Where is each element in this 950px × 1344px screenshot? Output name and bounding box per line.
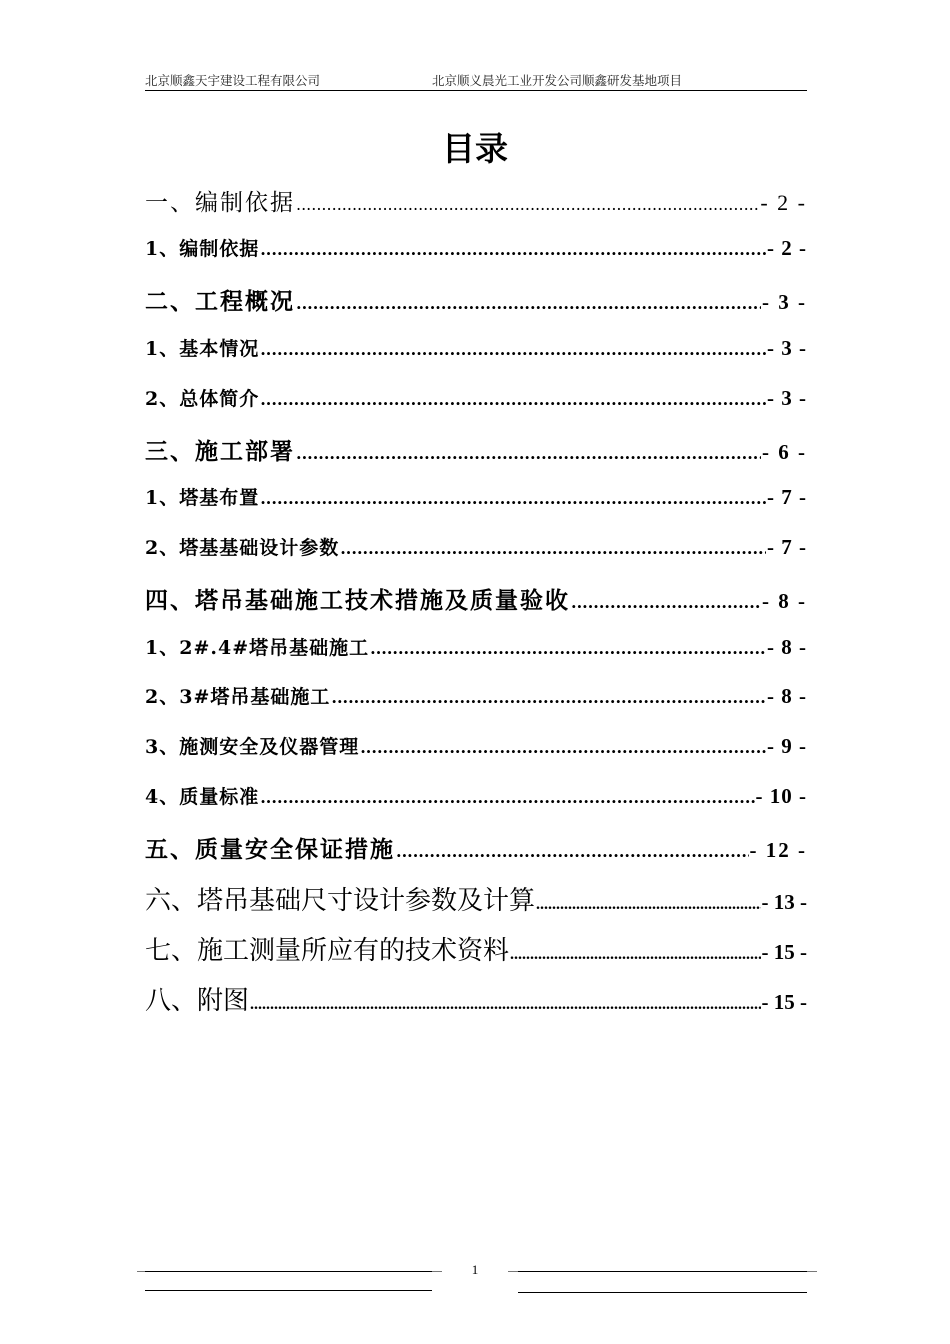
toc-entry-page: - 2 - <box>760 190 807 215</box>
toc-entry-label: 五、质量安全保证措施 <box>145 836 395 863</box>
toc-leader <box>296 294 761 313</box>
toc-leader <box>536 896 760 914</box>
toc-entry-page: - 3 - <box>767 386 807 410</box>
toc-leader <box>296 195 759 214</box>
toc-entry-label: 1、2#.4#塔吊基础施工 <box>145 637 370 659</box>
toc-entry[interactable] <box>145 880 807 930</box>
toc-leader <box>571 593 761 612</box>
toc-entry-page: - 3 - <box>762 290 807 314</box>
toc-entry-label: 1、塔基布置 <box>145 487 260 509</box>
toc-entry-page: - 8 - <box>767 635 807 659</box>
toc-entry[interactable] <box>145 980 807 1030</box>
toc-entry-label: 七、施工测量所应有的技术资料 <box>145 936 510 966</box>
footer-rule-right-bottom <box>518 1292 807 1293</box>
toc-entry-page: - 12 - <box>749 838 807 862</box>
toc-entry-page: - 6 - <box>762 440 807 464</box>
toc-leader <box>510 946 760 964</box>
toc-leader <box>260 788 754 807</box>
toc-leader <box>260 340 766 359</box>
toc-entry[interactable] <box>145 582 807 632</box>
toc-entry-label: 六、塔吊基础尺寸设计参数及计算 <box>145 886 536 916</box>
toc-leader <box>396 842 749 861</box>
toc-entry-page: - 2 - <box>767 236 807 260</box>
toc-entry-label: 1、基本情况 <box>145 338 260 360</box>
toc-leader <box>370 639 766 658</box>
toc-entry[interactable] <box>145 184 807 234</box>
toc-leader <box>360 738 766 757</box>
toc-entry-page: - 8 - <box>767 684 807 708</box>
toc-entry[interactable] <box>145 234 807 284</box>
toc-entry-label: 3、施测安全及仪器管理 <box>145 736 360 758</box>
toc-entry-page: - 15 - <box>761 990 807 1014</box>
toc-entry-label: 2、总体简介 <box>145 388 260 410</box>
toc-entry-label: 一、编制依据 <box>145 190 295 216</box>
toc-entry[interactable] <box>145 930 807 980</box>
toc-entry[interactable] <box>145 831 807 881</box>
toc-leader <box>260 390 766 409</box>
toc-entry-label: 二、工程概况 <box>145 288 295 315</box>
toc-leader <box>340 539 766 558</box>
toc-leader <box>331 688 766 707</box>
toc-entry-label: 八、附图 <box>145 986 250 1016</box>
toc-entry[interactable] <box>145 283 807 333</box>
toc-entry[interactable] <box>145 633 807 683</box>
toc-title: 目录 <box>442 129 508 168</box>
toc-entry-page: - 8 - <box>762 589 807 613</box>
toc-entry-label: 1、编制依据 <box>145 238 260 260</box>
toc-entry-page: - 7 - <box>767 485 807 509</box>
toc-entry-page: - 9 - <box>767 734 807 758</box>
toc-entry[interactable] <box>145 533 807 583</box>
toc-entry-label: 三、施工部署 <box>145 438 295 465</box>
toc-entry[interactable] <box>145 384 807 434</box>
toc-entry[interactable] <box>145 732 807 782</box>
toc-entry-page: - 13 - <box>761 890 807 914</box>
header-project: 北京顺义晨光工业开发公司顺鑫研发基地项目 <box>432 73 683 88</box>
footer-rule-left-bottom <box>145 1290 432 1291</box>
toc-entry-page: - 15 - <box>761 940 807 964</box>
toc-leader <box>260 240 766 259</box>
toc-entry-label: 2、塔基基础设计参数 <box>145 537 340 559</box>
toc-entry-label: 2、3#塔吊基础施工 <box>145 686 331 708</box>
toc-entry-page: - 7 - <box>767 535 807 559</box>
toc-leader <box>250 996 760 1014</box>
header-company: 北京顺鑫天宇建设工程有限公司 <box>145 73 321 88</box>
toc-entry-label: 4、质量标准 <box>145 786 260 808</box>
toc-entry-page: - 10 - <box>755 784 807 808</box>
toc-entry[interactable] <box>145 483 807 533</box>
toc-entry[interactable] <box>145 682 807 732</box>
toc-entry[interactable] <box>145 433 807 483</box>
toc-leader <box>296 444 761 463</box>
toc-entry[interactable] <box>145 334 807 384</box>
toc-entry[interactable] <box>145 782 807 832</box>
page-header <box>145 70 807 91</box>
page-number: 1 <box>471 1262 479 1277</box>
toc-leader <box>260 489 766 508</box>
toc-entry-page: - 3 - <box>767 336 807 360</box>
toc-entry-label: 四、塔吊基础施工技术措施及质量验收 <box>145 587 570 614</box>
